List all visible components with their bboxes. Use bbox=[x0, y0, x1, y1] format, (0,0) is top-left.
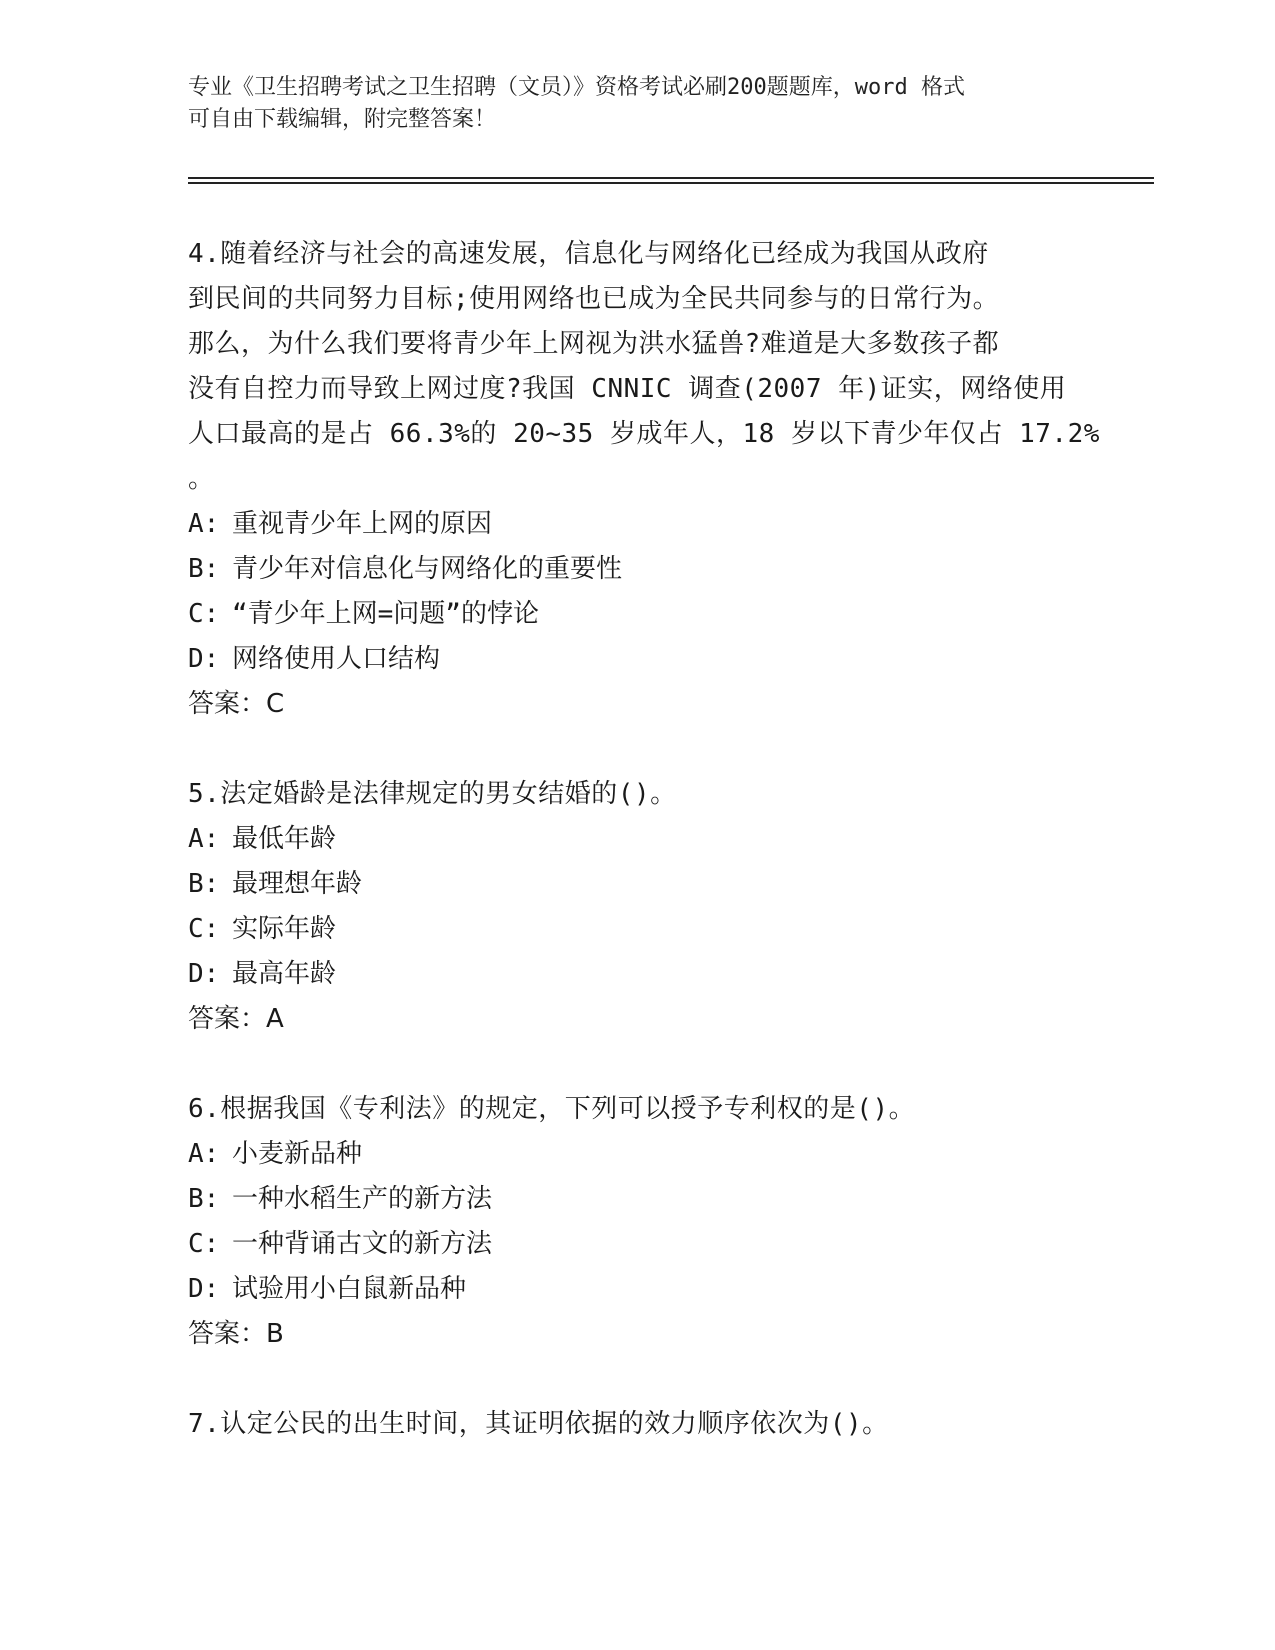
option-text: 一种背诵古文的新方法 bbox=[232, 1229, 493, 1259]
option-text: 最理想年龄 bbox=[232, 869, 363, 899]
question-spacer bbox=[188, 1357, 1088, 1402]
question-stem-line: 人口最高的是占 66.3%的 20~35 岁成年人，18 岁以下青少年仅占 17.2% bbox=[188, 419, 1100, 449]
question-stem bbox=[188, 772, 1088, 817]
option-text: 一种水稻生产的新方法 bbox=[232, 1184, 493, 1214]
question-stem bbox=[188, 232, 1100, 502]
answer-line: 答案：B bbox=[188, 1319, 284, 1349]
option-key: D: bbox=[188, 1274, 220, 1304]
question-spacer bbox=[188, 1042, 1088, 1087]
option-key: A: bbox=[188, 1139, 220, 1169]
option-a bbox=[188, 817, 1088, 862]
option-key: D: bbox=[188, 959, 220, 989]
question-stem bbox=[188, 1402, 1088, 1447]
option-key: A: bbox=[188, 824, 220, 854]
question-stem bbox=[188, 1087, 1088, 1132]
question-stem-line: 没有自控力而导致上网过度?我国 CNNIC 调查(2007 年)证实，网络使用 bbox=[188, 374, 1067, 404]
option-d bbox=[188, 1267, 1088, 1312]
header-divider-bottom bbox=[188, 182, 1154, 184]
option-text: 最低年龄 bbox=[232, 824, 337, 854]
option-c bbox=[188, 907, 1088, 952]
option-c bbox=[188, 592, 1088, 637]
question-stem-line: 到民间的共同努力目标;使用网络也已成为全民共同参与的日常行为。 bbox=[188, 284, 1000, 314]
option-text: 网络使用人口结构 bbox=[232, 644, 441, 674]
question-item bbox=[188, 1402, 1088, 1447]
header-divider-top bbox=[188, 177, 1154, 179]
header-line-2: 可自由下载编辑，附完整答案！ bbox=[188, 107, 497, 132]
option-key: A: bbox=[188, 509, 220, 539]
option-text: 青少年对信息化与网络化的重要性 bbox=[232, 554, 623, 584]
option-text: 小麦新品种 bbox=[232, 1139, 363, 1169]
option-a bbox=[188, 1132, 1088, 1177]
option-text: “青少年上网=问题”的悖论 bbox=[232, 599, 539, 629]
question-stem-line: 6.根据我国《专利法》的规定，下列可以授予专利权的是()。 bbox=[188, 1094, 916, 1124]
question-item bbox=[188, 1087, 1088, 1357]
answer-line: 答案：A bbox=[188, 1004, 284, 1034]
option-text: 最高年龄 bbox=[232, 959, 337, 989]
header-line-1: 专业《卫生招聘考试之卫生招聘（文员）》资格考试必刷200题题库，word 格式 bbox=[188, 75, 965, 100]
option-d bbox=[188, 952, 1088, 997]
option-c bbox=[188, 1222, 1088, 1267]
question-stem-line: 4.随着经济与社会的高速发展，信息化与网络化已经成为我国从政府 bbox=[188, 239, 989, 269]
option-text: 试验用小白鼠新品种 bbox=[232, 1274, 467, 1304]
option-key: C: bbox=[188, 599, 220, 629]
option-key: C: bbox=[188, 914, 220, 944]
option-key: C: bbox=[188, 1229, 220, 1259]
option-key: B: bbox=[188, 869, 220, 899]
option-key: D: bbox=[188, 644, 220, 674]
option-key: B: bbox=[188, 554, 220, 584]
option-d bbox=[188, 637, 1088, 682]
option-text: 重视青少年上网的原因 bbox=[232, 509, 493, 539]
document-header bbox=[188, 72, 1088, 136]
option-b bbox=[188, 1177, 1088, 1222]
answer-line: 答案：C bbox=[188, 689, 285, 719]
option-key: B: bbox=[188, 1184, 220, 1214]
question-stem-line: 5.法定婚龄是法律规定的男女结婚的()。 bbox=[188, 779, 677, 809]
option-a bbox=[188, 502, 1088, 547]
question-item bbox=[188, 232, 1100, 727]
question-list bbox=[188, 232, 1100, 1447]
question-stem-line: 7.认定公民的出生时间，其证明依据的效力顺序依次为()。 bbox=[188, 1409, 889, 1439]
question-stem-line: 那么，为什么我们要将青少年上网视为洪水猛兽?难道是大多数孩子都 bbox=[188, 329, 1000, 359]
question-spacer bbox=[188, 727, 1088, 772]
option-b bbox=[188, 547, 1088, 592]
question-item bbox=[188, 772, 1088, 1042]
option-b bbox=[188, 862, 1088, 907]
option-text: 实际年龄 bbox=[232, 914, 337, 944]
question-stem-line: 。 bbox=[188, 464, 215, 494]
